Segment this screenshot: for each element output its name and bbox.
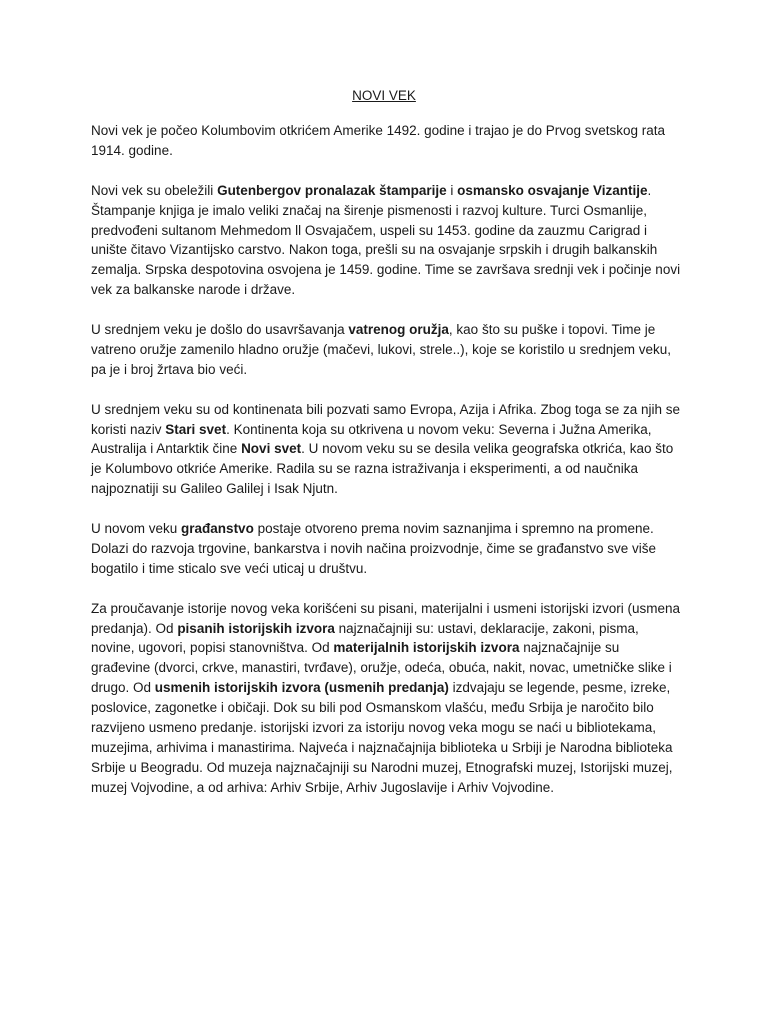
text-run: , kao što su puške i topovi. Time je vatreno oružje zamenilo hladno oružje (mačevi, lukovi, strele..), koje se koristilo u srednjem veku, pa je i broj žrtava bio veći. [91, 322, 672, 377]
bold-term: vatrenog oružja [348, 322, 449, 338]
document-title: NOVI VEK [352, 88, 416, 103]
text-run: i [446, 182, 458, 198]
bold-term: osmansko osvajanje Vizantije [457, 182, 648, 198]
paragraph [91, 121, 681, 161]
paragraph [91, 599, 681, 798]
bold-term: Gutenbergov pronalazak štamparije [217, 182, 447, 198]
paragraph [91, 320, 681, 380]
bold-term: Novi svet [241, 441, 302, 457]
bold-term: pisanih istorijskih izvora [177, 620, 335, 636]
text-run: . Kontinenta koja su otkrivena u novom veku: Severna i Južna Amerika, Australija i Antarktik čine [91, 421, 652, 457]
paragraph [91, 400, 681, 500]
text-run: Za proučavanje istorije novog veka korišćeni su pisani, materijalni i usmeni istorijski izvori (usmena predanja). Od [91, 600, 680, 636]
bold-term: materijalnih istorijskih izvora [333, 640, 520, 656]
bold-term: građanstvo [181, 521, 254, 537]
text-run: U novom veku [91, 521, 182, 537]
paragraph [91, 519, 681, 579]
text-run: izdvajaju se legende, pesme, izreke, poslovice, zagonetke i običaji. Dok su bili pod Osmanskom vlašću, među Srbija je naročito bilo razvijeno usmeno predanje. istorijski izvori za istoriju novog veka mogu se naći u bibliotekama, muzejima, arhivima i manastirima. Najveća i najznačajnija biblioteka u Srbiji je Narodna biblioteka Srbije u Beogradu. Od muzeja najznačajniji su Narodni muzej, Etnografski muzej, Istorijski muzej, muzej Vojvodine, a od arhiva: Arhiv Srbije, Arhiv Jugoslavije i Arhiv Vojvodine. [91, 680, 673, 795]
bold-term: Stari svet [165, 421, 227, 437]
text-run: Novi vek su obeležili [91, 182, 218, 198]
paragraph [91, 181, 681, 300]
bold-term: usmenih istorijskih izvora (usmenih predanja) [154, 680, 449, 696]
document-body [91, 121, 681, 818]
text-run: . U novom veku su se desila velika geografska otkrića, kao što je Kolumbovo otkriće Amerike. Radila su se razna istraživanja i eksperimenti, a od naučnika najpoznatiji su Galileo Galilej i Isak Njutn. [91, 441, 674, 497]
text-run: najznačajnije su građevine (dvorci, crkve, manastiri, tvrđave), oružje, odeća, obuća, nakit, novac, umetničke slike i drugo. Od [91, 640, 672, 696]
text-run: U srednjem veku je došlo do usavršavanja [91, 322, 349, 338]
text-run: postaje otvoreno prema novim saznanjima i spremno na promene. Dolazi do razvoja trgovine, bankarstva i novih načina proizvodnje, čime se građanstvo sve više bogatilo i time sticalo sve veći uticaj u društvu. [91, 521, 657, 576]
text-run: Novi vek je počeo Kolumbovim otkrićem Amerike 1492. godine i trajao je do Prvog svetskog rata 1914. godine. [91, 123, 666, 158]
text-run: U srednjem veku su od kontinenata bili pozvati samo Evropa, Azija i Afrika. Zbog toga se za njih se koristi naziv [91, 401, 681, 437]
text-run: . Štampanje knjiga je imalo veliki značaj na širenje pismenosti i razvoj kulture. Turci Osmanlije, predvođeni sultanom Mehmedom ll Osvajačem, uspeli su 1453. godine da zauzmu Carigrad i unište čitavo Vizantijsko carstvo. Nakon toga, prešli su na osvajanje srpskih i drugih balkanskih zemalja. Srpska despotovina osvojena je 1459. godine. Time se završava srednji vek i počinje novi vek za balkanske narode i države. [91, 182, 681, 298]
text-run: najznačajniji su: ustavi, deklaracije, zakoni, pisma, novine, ugovori, popisi stanovništva. Od [91, 620, 639, 656]
